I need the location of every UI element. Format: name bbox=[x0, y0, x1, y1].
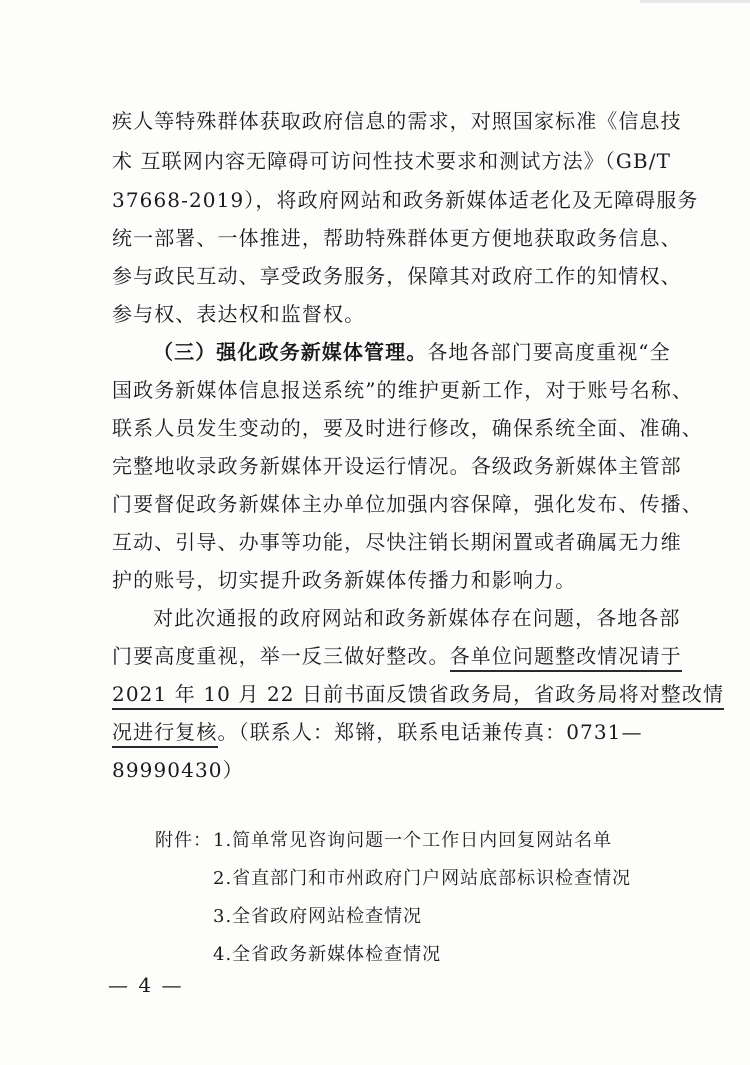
p3-line-1: 对此次通报的政府网站和政务新媒体存在问题，各地各部 bbox=[153, 606, 681, 630]
p3-line-2 bbox=[112, 644, 682, 668]
p2-line-5: 门要督促政务新媒体主办单位加强内容保障，强化发布、传播、 bbox=[112, 492, 703, 516]
p2-line-6: 互动、引导、办事等功能，尽快注销长期闲置或者确属无力维 bbox=[112, 530, 682, 554]
p1-line-5: 参与政民互动、享受政务服务，保障其对政府工作的知情权、 bbox=[112, 264, 682, 288]
attachment-item-4: 4.全省政务新媒体检查情况 bbox=[213, 944, 442, 965]
p3-line-4 bbox=[112, 720, 643, 744]
scan-edge-mark bbox=[640, 0, 750, 3]
attachment-item-1: 1.简单常见咨询问题一个工作日内回复网站名单 bbox=[213, 830, 613, 851]
p2-line-1 bbox=[153, 340, 671, 364]
p1-line-1: 疾人等特殊群体获取政府信息的需求，对照国家标准《信息技 bbox=[112, 109, 682, 133]
p2-line-2: 国政务新媒体信息报送系统”的维护更新工作，对于账号名称、 bbox=[112, 378, 694, 402]
section-heading: （三）强化政务新媒体管理。 bbox=[153, 340, 428, 364]
p1-line-6: 参与权、表达权和监督权。 bbox=[112, 302, 366, 326]
p1-line-2: 术 互联网内容无障碍可访问性技术要求和测试方法》（GB/T bbox=[112, 149, 672, 173]
p3-line-3 bbox=[112, 682, 724, 706]
attachment-item-3: 3.全省政府网站检查情况 bbox=[213, 906, 423, 927]
contact-info: 。（联系人：郑锵，联系电话兼传真：0731— bbox=[217, 720, 643, 744]
p2-line-1-rest: 各地各部门要高度重视“全 bbox=[427, 340, 671, 364]
page-number: — 4 — bbox=[108, 973, 184, 997]
p2-line-7: 护的账号，切实提升政务新媒体传播力和影响力。 bbox=[112, 568, 577, 592]
p1-line-3: 37668-2019），将政府网站和政务新媒体适老化及无障碍服务 bbox=[112, 188, 699, 212]
underlined-deadline-text: 各单位问题整改情况请于 bbox=[450, 644, 682, 672]
p1-line-4: 统一部署、一体推进，帮助特殊群体更方便地获取政务信息、 bbox=[112, 226, 682, 250]
p3-line-5: 89990430） bbox=[112, 758, 244, 782]
attachment-item-2: 2.省直部门和市州政府门户网站底部标识检查情况 bbox=[213, 868, 632, 889]
attachments-label: 附件： bbox=[155, 830, 212, 851]
underlined-review-text: 况进行复核 bbox=[112, 720, 218, 748]
p2-line-4: 完整地收录政务新媒体开设运行情况。各级政务新媒体主管部 bbox=[112, 454, 682, 478]
p2-line-3: 联系人员发生变动的，要及时进行修改，确保系统全面、准确、 bbox=[112, 416, 703, 440]
underlined-deadline-date: 2021 年 10 月 22 日前书面反馈省政务局，省政务局将对整改情 bbox=[112, 682, 724, 710]
p3-line-2-plain: 门要高度重视，举一反三做好整改。 bbox=[112, 644, 450, 668]
